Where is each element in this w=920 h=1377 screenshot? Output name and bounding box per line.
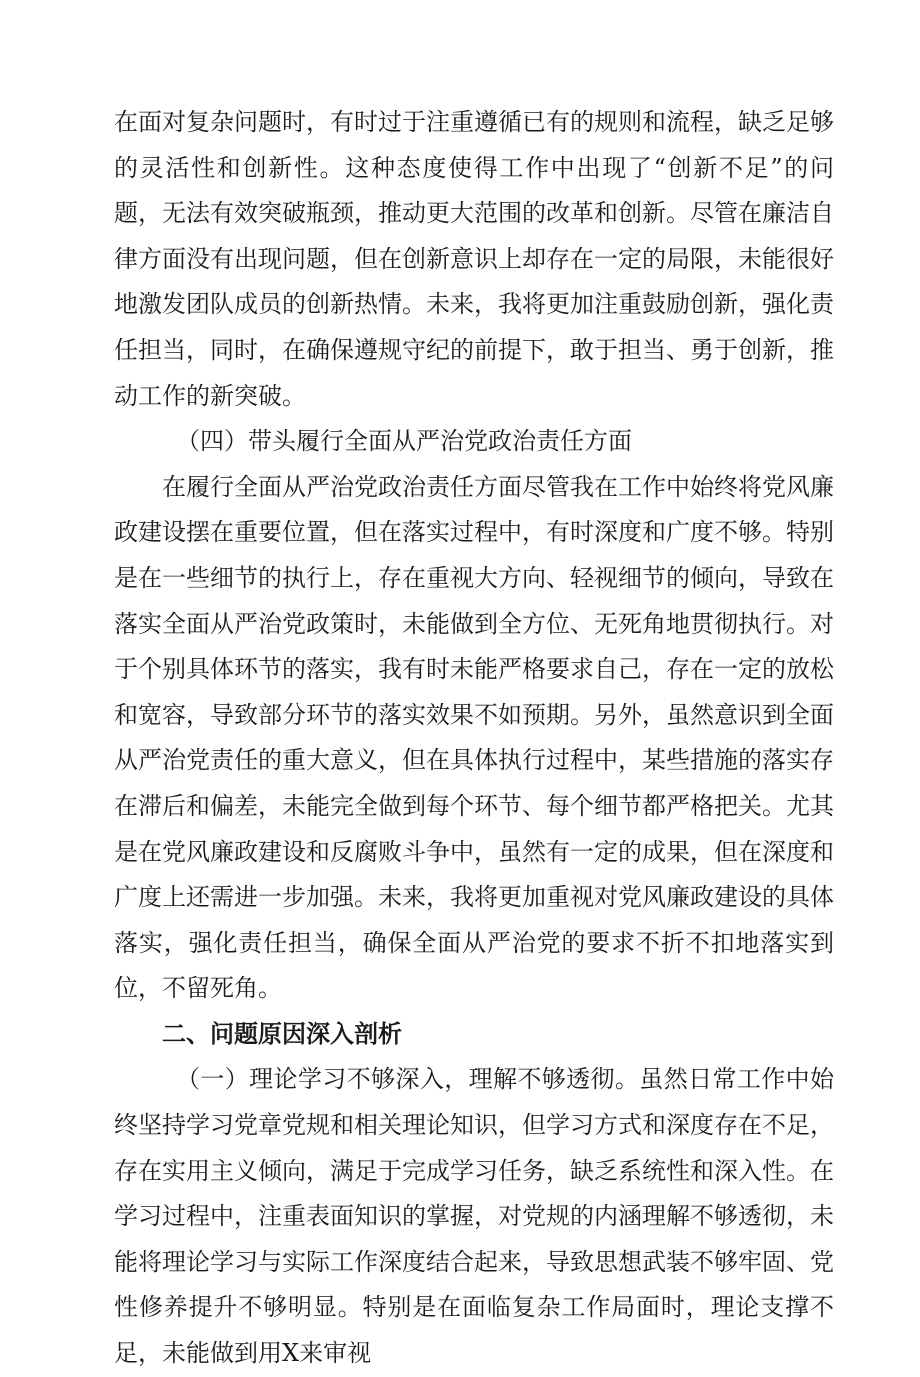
chapter-heading-2: 二、问题原因深入剖析: [162, 1019, 402, 1048]
paragraph-continuation: 在面对复杂问题时，有时过于注重遵循已有的规则和流程，缺乏足够的灵活性和创新性。这种态度使得工作中出现了“创新不足”的问题，无法有效突破瓶颈，推动更大范围的改革和创新。尽管在廉洁自律方面没有出现问题，但在创新意识上却存在一定的局限，未能很好地激发团队成员的创新热情。未来，我将更加注重鼓励创新，强化责任担当，同时，在确保遵规守纪的前提下，敢于担当、勇于创新，推动工作的新突破。: [114, 108, 834, 410]
document-body: [114, 100, 834, 1377]
section-heading-4: （四）带头履行全面从严治党政治责任方面: [176, 427, 632, 456]
paragraph-section-4: 在履行全面从严治党政治责任方面尽管我在工作中始终将党风廉政建设摆在重要位置，但在落实过程中，有时深度和广度不够。特别是在一些细节的执行上，存在重视大方向、轻视细节的倾向，导致在落实全面从严治党政策时，未能做到全方位、无死角地贯彻执行。对于个别具体环节的落实，我有时未能严格要求自己，存在一定的放松和宽容，导致部分环节的落实效果不如预期。另外，虽然意识到全面从严治党责任的重大意义，但在具体执行过程中，某些措施的落实存在滞后和偏差，未能完全做到每个环节、每个细节都严格把关。尤其是在党风廉政建设和反腐败斗争中，虽然有一定的成果，但在深度和广度上还需进一步加强。未来，我将更加重视对党风廉政建设的具体落实，强化责任担当，确保全面从严治党的要求不折不扣地落实到位，不留死角。: [114, 472, 834, 1003]
paragraph-cause-1: （一）理论学习不够深入，理解不够透彻。虽然日常工作中始终坚持学习党章党规和相关理论知识，但学习方式和深度存在不足，存在实用主义倾向，满足于完成学习任务，缺乏系统性和深入性。在学习过程中，注重表面知识的掌握，对党规的内涵理解不够透彻，未能将理论学习与实际工作深度结合起来，导致思想武装不够牢固、党性修养提升不够明显。特别是在面临复杂工作局面时，理论支撑不足，未能做到用X来审视: [114, 1065, 834, 1368]
